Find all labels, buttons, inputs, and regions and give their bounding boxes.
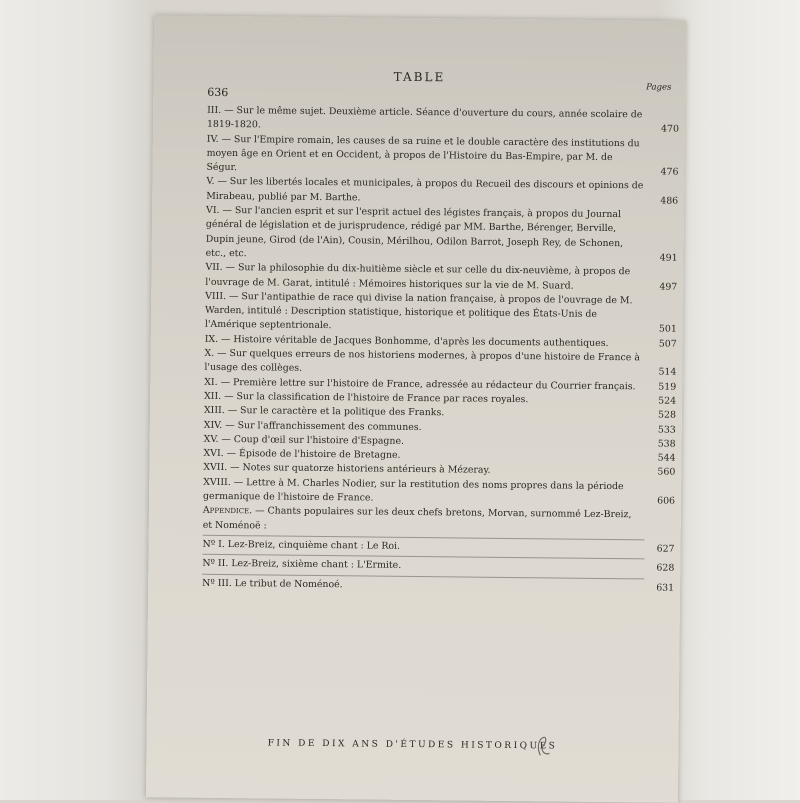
toc-entry-number: XII. (204, 390, 222, 402)
toc-entry-page: 628 (656, 562, 675, 574)
page-footer: FIN DE DIX ANS D'ÉTUDES HISTORIQUES (267, 738, 558, 752)
toc-entry-page: 544 (657, 452, 676, 464)
toc-entry-text: — Sur le même sujet. Deuxième article. Séance d'ouverture du cours, année scolaire de 1819-1820. (206, 104, 643, 131)
toc-entry-number: Nº III. (202, 577, 232, 589)
toc-entry-number: Appendice. (202, 505, 253, 517)
toc-entry-text: — Coup d'œil sur l'histoire d'Espagne. (221, 433, 405, 447)
toc-entry-appendix (203, 504, 675, 538)
toc-entry-number: XVI. (203, 447, 224, 460)
toc-entry-text: — Sur la philosophie du dix-huitième siècle et sur celle du dix-neuvième, à propos de l'ouvrage de M. Garat, intitulé : Mémoires historiques sur la vie de M. Suard. (205, 262, 631, 292)
toc-entry-text: — Sur l'antipathie de race qui divise la nation française, à propos de l'ouvrage de M. Warden, intitulé : Description statistique, historique et politique des États-Unis de l'Amérique septentrionale. (204, 290, 633, 332)
toc-entry-number: XIV. (203, 419, 223, 431)
toc-entry-number: VII. (205, 262, 223, 274)
toc-entry-text: — Chants populaires sur les deux chefs bretons, Morvan, surnommé Lez-Breiz, et Noménoë : (202, 505, 632, 532)
page-title: TABLE (393, 69, 446, 85)
book-page (146, 15, 686, 803)
toc-entry-page: 470 (660, 123, 679, 136)
toc-entry-number: III. (207, 104, 222, 116)
toc-entry-text: — Lettre à M. Charles Nodier, sur la restitution des noms propres dans la période germanique de l'histoire de France. (203, 476, 624, 504)
toc-entry-text: Lez-Breiz, sixième chant : L'Ermite. (231, 558, 402, 572)
toc-entry-number: Nº II. (202, 557, 229, 570)
toc-entry-page: 486 (660, 195, 679, 207)
toc-entry-text: Lez-Breiz, cinquième chant : Le Roi. (227, 538, 401, 552)
toc-entry-6 (206, 204, 679, 266)
toc-entry-page: 560 (657, 466, 676, 479)
toc-entry-number: V. (206, 176, 215, 188)
toc-entry-page: 528 (657, 409, 677, 421)
toc-entry-text: — Épisode de l'histoire de Bretagne. (226, 448, 401, 461)
toc-entry-8 (205, 290, 677, 338)
toc-entry-page: 606 (657, 495, 676, 507)
toc-entry-page: 491 (659, 252, 678, 264)
toc-entry-text: — Sur l'affranchissement des communes. (225, 419, 422, 433)
toc-entry-number: XV. (203, 433, 219, 445)
toc-entry-text: — Histoire véritable de Jacques Bonhomme, d'après les documents authentiques. (221, 333, 609, 349)
toc-entry-number: XVII. (203, 462, 228, 474)
table-of-contents (202, 104, 679, 596)
toc-entry-number: XIII. (203, 405, 225, 417)
toc-entry-page: 533 (657, 424, 676, 436)
toc-entry-page: 524 (658, 395, 677, 407)
toc-entry-text: — Sur l'Empire romain, les causes de sa ruine et le double caractère des institutions du moyen âge en Orient et en Occident, à propos de l'Histoire du Bas-Empire, par M. de Ségur. (206, 133, 640, 174)
toc-entry-text: — Sur les libertés locales et municipales, à propos du Recueil des discours et opinions de Mirabeau, publié par M. Barthe. (206, 176, 644, 204)
pages-column-label: Pages (646, 82, 672, 93)
toc-entry-appendix-3 (202, 576, 674, 595)
toc-entry-text: — Sur quelques erreurs de nos historiens modernes, à propos d'une histoire de France à l'usage des collèges. (204, 347, 640, 375)
toc-entry-text: Le tribut de Noménoé. (234, 577, 343, 590)
toc-entry-page: 631 (656, 582, 675, 594)
toc-entry-number: XVIII. (203, 476, 231, 488)
toc-entry-page: 476 (660, 166, 679, 178)
toc-entry-number: Nº I. (202, 538, 225, 550)
toc-entry-text: — Notes sur quatorze historiens antérieurs à Mézeray. (230, 462, 491, 477)
pen-mark-icon (534, 733, 554, 759)
toc-entry-text: — Sur la classification de l'histoire de France par races royales. (224, 390, 529, 406)
background-left (0, 0, 150, 800)
toc-entry-text: — Première lettre sur l'histoire de France, adressée au rédacteur du Courrier français. (220, 376, 636, 392)
toc-entry-text: — Sur le caractère et la politique des Franks. (227, 405, 445, 419)
toc-entry-page: 519 (658, 381, 677, 393)
toc-entry-4 (206, 132, 678, 180)
toc-entry-number: IX. (204, 333, 219, 345)
toc-entry-text: — Sur l'ancien esprit et sur l'esprit actuel des légistes français, à propos du Journal général de législation et de jurisprudence, rédigé par MM. Barthe, Bérenger, Berville, Dupin jeune, Girod (de l'Ain), Cousin, Mérilhou, Odilon Barrot, Joseph Rey, de Schonen, etc., etc. (205, 205, 624, 260)
toc-entry-number: VI. (206, 204, 220, 217)
toc-entry-page: 501 (658, 323, 677, 336)
toc-entry-page: 538 (657, 438, 676, 450)
toc-entry-number: X. (204, 347, 215, 359)
toc-entry-number: IV. (206, 133, 219, 145)
toc-entry-page: 497 (659, 281, 678, 293)
toc-entry-page: 627 (656, 543, 675, 555)
toc-entry-number: VIII. (205, 290, 227, 302)
toc-entry-page: 507 (658, 338, 677, 350)
toc-entry-number: XI. (204, 376, 218, 388)
page-number: 636 (207, 85, 229, 100)
toc-entry-page: 514 (658, 366, 677, 379)
